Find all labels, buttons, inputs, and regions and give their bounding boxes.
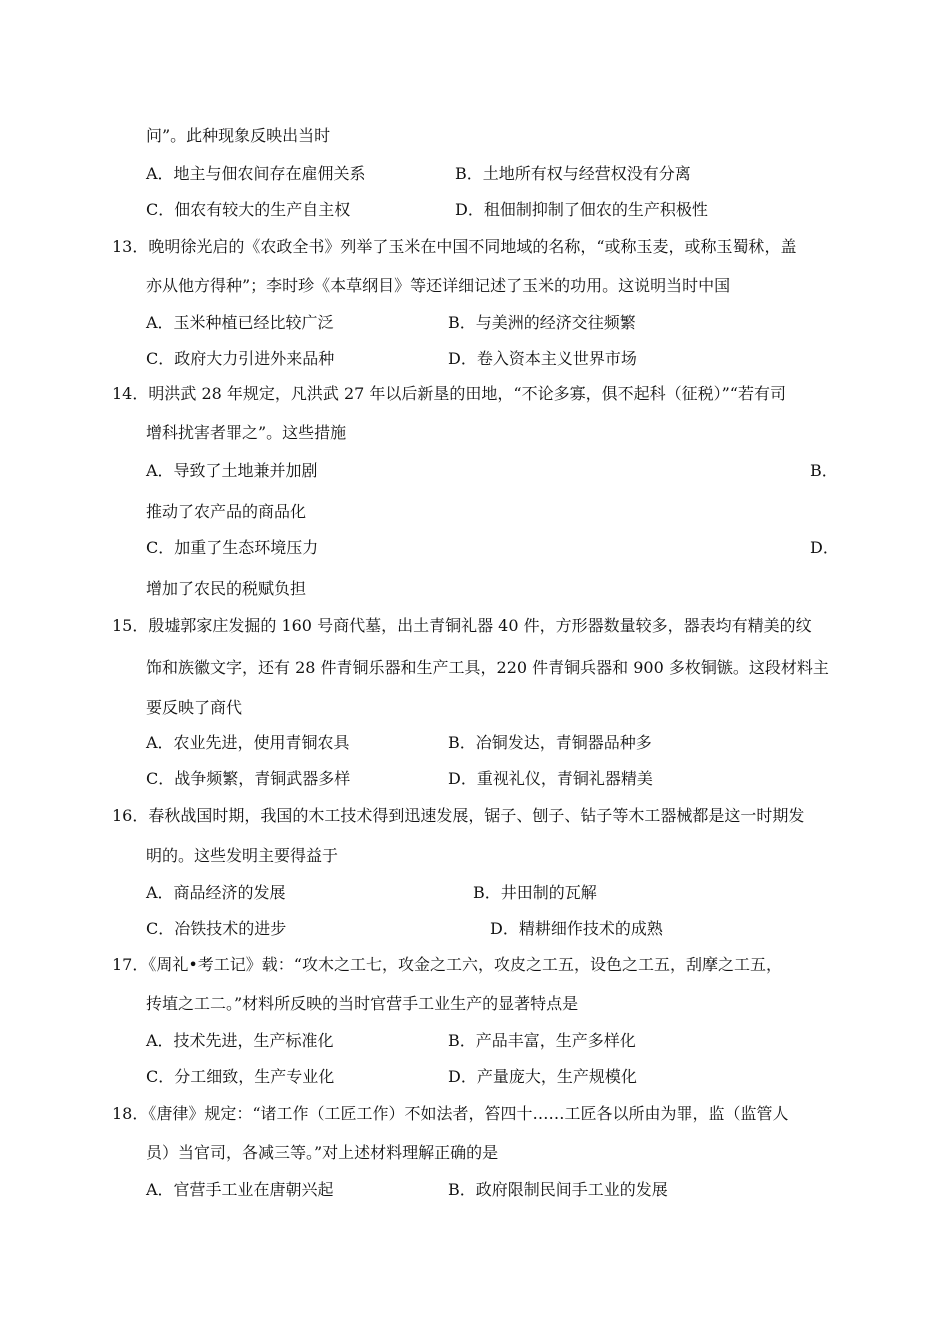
- q12-option-d: D．租佃制抑制了佃农的生产积极性: [455, 200, 708, 219]
- q14-option-a: A．导致了土地兼并加剧: [146, 461, 318, 480]
- q12-option-c: C．佃农有较大的生产自主权: [146, 200, 351, 219]
- q12-option-b: B．土地所有权与经营权没有分离: [455, 164, 691, 183]
- q17-stem-line-1: 17．《周礼•考工记》载：“攻木之工七，攻金之工六，攻皮之工五，设色之工五，刮摩之工五，: [112, 955, 782, 974]
- q16-option-a: A．商品经济的发展: [146, 883, 286, 902]
- q13-stem-line-2: 亦从他方得种”；李时珍《本草纲目》等还详细记述了玉米的功用。这说明当时中国: [146, 276, 731, 295]
- q12-option-a: A．地主与佃农间存在雇佣关系: [146, 164, 366, 183]
- q14-stem-line-2: 增科扰害者罪之”。这些措施: [146, 423, 347, 442]
- q14-stem-line-1: 14．明洪武 28 年规定，凡洪武 27 年以后新垦的田地，“不论多寡，俱不起科（征税）”“若有司: [112, 384, 786, 403]
- q18-stem-line-1: 18．《唐律》规定：“诸工作（工匠工作）不如法者，笞四十……工匠各以所由为罪，监（监管人: [112, 1104, 789, 1123]
- q13-stem-line-1: 13．晚明徐光启的《农政全书》列举了玉米在中国不同地域的名称，“或称玉麦，或称玉蜀秫，盖: [112, 237, 797, 256]
- q16-option-d: D．精耕细作技术的成熟: [490, 919, 663, 938]
- q14-option-d-text: 增加了农民的税赋负担: [146, 579, 307, 598]
- q13-option-a: A．玉米种植已经比较广泛: [146, 313, 334, 332]
- q16-option-b: B．井田制的瓦解: [473, 883, 597, 902]
- q17-option-c: C．分工细致，生产专业化: [146, 1067, 335, 1086]
- q18-stem-line-2: 员）当官司，各减三等。”对上述材料理解正确的是: [146, 1143, 499, 1162]
- q17-option-a: A．技术先进，生产标准化: [146, 1031, 334, 1050]
- q14-option-b-marker: B．: [810, 461, 838, 480]
- q14-option-d-marker: D．: [810, 538, 839, 557]
- q16-option-c: C．冶铁技术的进步: [146, 919, 287, 938]
- q15-option-d: D．重视礼仪，青铜礼器精美: [448, 769, 653, 788]
- q13-option-b: B．与美洲的经济交往频繁: [448, 313, 636, 332]
- q14-option-c: C．加重了生态环境压力: [146, 538, 319, 557]
- q18-option-b: B．政府限制民间手工业的发展: [448, 1180, 668, 1199]
- q17-option-d: D．产量庞大，生产规模化: [448, 1067, 637, 1086]
- q16-stem-line-2: 明的。这些发明主要得益于: [146, 846, 339, 865]
- q17-option-b: B．产品丰富，生产多样化: [448, 1031, 636, 1050]
- q18-option-a: A．官营手工业在唐朝兴起: [146, 1180, 334, 1199]
- q15-option-c: C．战争频繁，青铜武器多样: [146, 769, 351, 788]
- q12-stem-continuation: 问”。此种现象反映出当时: [146, 126, 331, 145]
- q17-stem-line-2: 抟埴之工二。”材料所反映的当时官营手工业生产的显著特点是: [146, 994, 579, 1013]
- q14-option-b-text: 推动了农产品的商品化: [146, 502, 307, 521]
- q15-stem-line-3: 要反映了商代: [146, 698, 243, 717]
- q16-stem-line-1: 16．春秋战国时期，我国的木工技术得到迅速发展，锯子、刨子、钻子等木工器械都是这一时期发: [112, 806, 805, 825]
- q13-option-d: D．卷入资本主义世界市场: [448, 349, 637, 368]
- q15-option-a: A．农业先进，使用青铜农具: [146, 733, 350, 752]
- q15-stem-line-1: 15．殷墟郭家庄发掘的 160 号商代墓，出土青铜礼器 40 件，方形器数量较多，器表均有精美的纹: [112, 616, 812, 635]
- q15-stem-line-2: 饰和族徽文字，还有 28 件青铜乐器和生产工具，220 件青铜兵器和 900 多枚铜镞。这段材料主: [146, 658, 829, 677]
- q13-option-c: C．政府大力引进外来品种: [146, 349, 335, 368]
- q15-option-b: B．冶铜发达，青铜器品种多: [448, 733, 652, 752]
